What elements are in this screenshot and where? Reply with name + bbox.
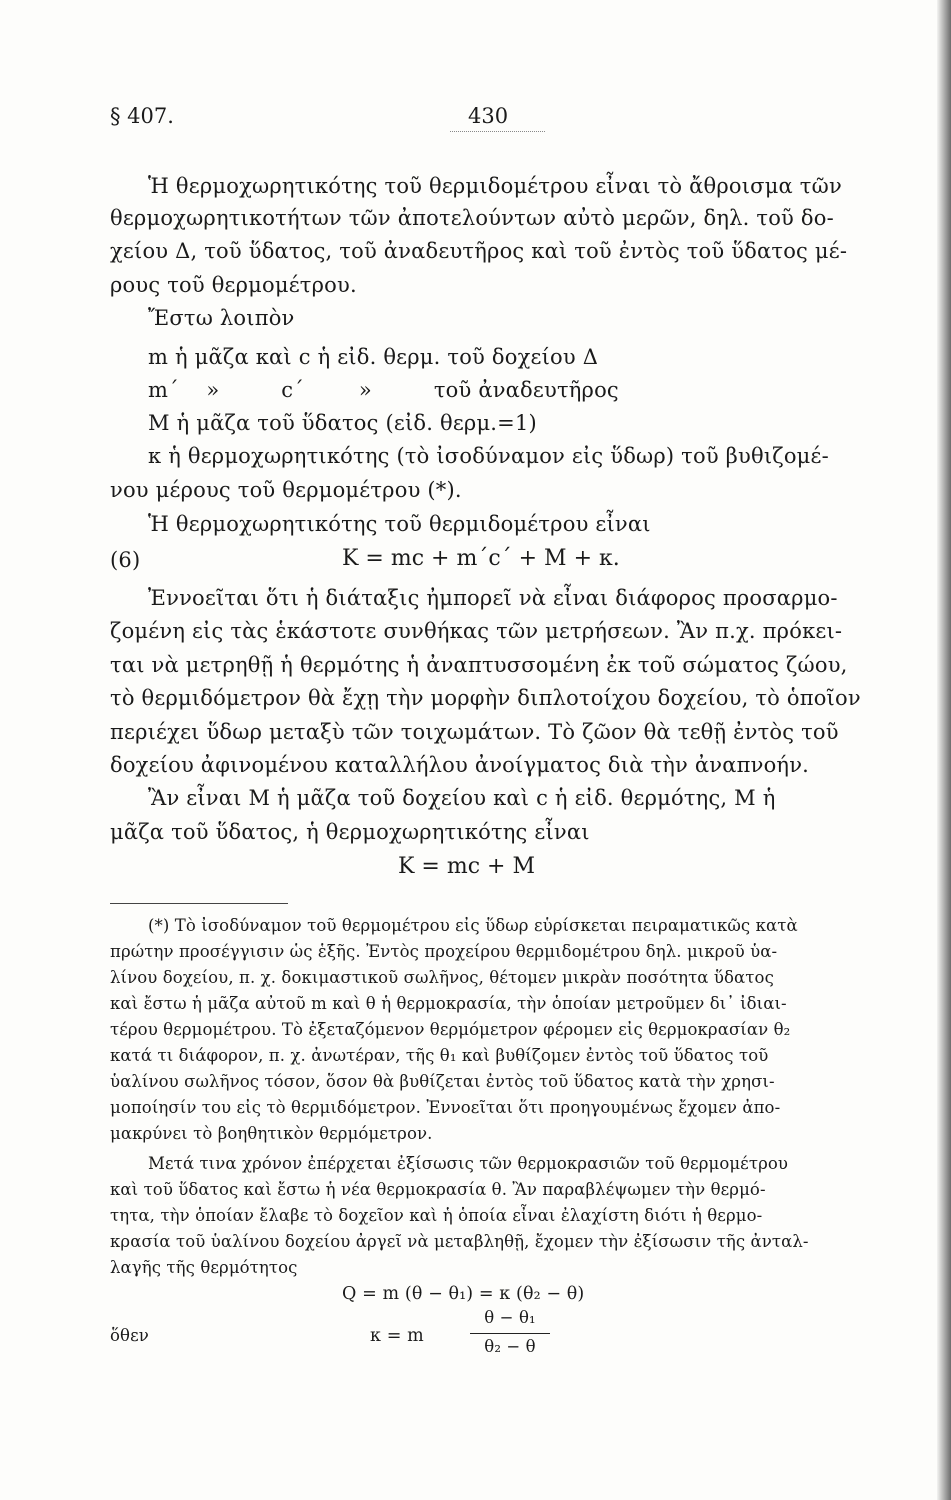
footnote-line: καὶ ἔστω ἡ μᾶζα αὐτοῦ m καὶ θ ἡ θερμοκρασία, τὴν ὁποίαν μετροῦμεν δι᾽ ἰδιαι- [110,994,787,1013]
footnote-equation-q: Q = m (θ − θ₁) = κ (θ₂ − θ) [342,1284,585,1304]
fraction-denominator: θ₂ − θ [484,1337,536,1356]
equation-6: K = mc + m΄c΄ + M + κ. [342,546,620,571]
footnote-line: Μετά τινα χρόνον ἐπέρχεται ἐξίσωσις τῶν θερμοκρασιῶν τοῦ θερμομέτρου [148,1154,789,1173]
footnote-line: (*) Τὸ ἰσοδύναμον τοῦ θερμομέτρου εἰς ὕδωρ εὑρίσκεται πειραματικῶς κατὰ [148,916,798,935]
footnote-line: λαγῆς τῆς θερμότητος [110,1258,298,1277]
fraction-numerator: θ − θ₁ [484,1308,536,1327]
body-line: M ἡ μᾶζα τοῦ ὕδατος (εἰδ. θερμ.=1) [148,411,537,435]
page-number-underline [450,131,545,132]
footnote-line: τέρου θερμομέτρου. Τὸ ἐξεταζόμενον θερμόμετρον φέρομεν εἰς θερμοκρασίαν θ₂ [110,1020,791,1039]
equation-heat-capacity: K = mc + M [398,854,535,879]
body-line: Ἡ θερμοχωρητικότης τοῦ θερμιδομέτρου εἶναι τὸ ἄθροισμα τῶν [148,174,842,198]
body-line: θερμοχωρητικοτήτων τῶν ἀποτελούντων αὐτὸ μερῶν, δηλ. τοῦ δο- [110,206,834,230]
body-line: ζομένη εἰς τὰς ἑκάστοτε συνθήκας τῶν μετρήσεων. Ἂν π.χ. πρόκει- [110,619,843,643]
footnote-equation-lhs: κ = m [370,1326,424,1346]
body-line: Ἐννοεῖται ὅτι ἡ διάταξις ἠμπορεῖ νὰ εἶναι διάφορος προσαρμο- [148,586,838,610]
footnote-line: κατά τι διάφορον, π. χ. ἀνωτέραν, τῆς θ₁ καὶ βυθίζομεν ἐντὸς τοῦ ὕδατος τοῦ [110,1046,769,1065]
body-line: τὸ θερμιδόμετρον θὰ ἔχῃ τὴν μορφὴν διπλοτοίχου δοχείου, τὸ ὁποῖον [110,686,861,710]
fraction-bar [470,1333,550,1334]
body-line: Ἡ θερμοχωρητικότης τοῦ θερμιδομέτρου εἶναι [148,512,651,536]
footnote-line: λίνου δοχείου, π. χ. δοκιμαστικοῦ σωλῆνος, θέτομεν μικρὰν ποσότητα ὕδατος [110,968,774,987]
section-number: § 407. [110,104,174,128]
body-line: m΄ » c΄ » τοῦ ἀναδευτῆρος [148,378,619,402]
equation-label: (6) [110,548,141,572]
body-line: m ἡ μᾶζα καὶ c ἡ εἰδ. θερμ. τοῦ δοχείου Δ [148,345,599,369]
body-line: δοχείου ἀφινομένου καταλλήλου ἀνοίγματος διὰ τὴν ἀναπνοήν. [110,753,810,777]
body-line: μᾶζα τοῦ ὕδατος, ἡ θερμοχωρητικότης εἶναι [110,820,590,844]
body-line: νου μέρους τοῦ θερμομέτρου (*). [110,478,462,502]
footnote-line: μοποίησίν του εἰς τὸ θερμιδόμετρον. Ἐννοεῖται ὅτι προηγουμένως ἔχομεν ἀπο- [110,1098,781,1117]
footnote-line: ὑαλίνου σωλῆνος τόσον, ὅσον θὰ βυθίζεται ἐντὸς τοῦ ὕδατος κατὰ τὴν χρησι- [110,1072,775,1091]
footnote-line: κρασία τοῦ ὑαλίνου δοχείου ἀργεῖ νὰ μεταβληθῇ, ἔχομεν τὴν ἐξίσωσιν τῆς ἀνταλ- [110,1232,809,1251]
footnote-line: πρώτην προσέγγισιν ὡς ἑξῆς. Ἐντὸς προχείρου θερμιδομέτρου δηλ. μικροῦ ὑα- [110,942,778,961]
footnote-rule [110,903,288,904]
body-line: περιέχει ὕδωρ μεταξὺ τῶν τοιχωμάτων. Τὸ ζῶον θὰ τεθῇ ἐντὸς τοῦ [110,720,839,744]
footnote-othen: ὅθεν [110,1326,149,1345]
footnote-line: μακρύνει τὸ βοηθητικὸν θερμόμετρον. [110,1124,433,1143]
page-number: 430 [468,104,509,128]
body-line: ται νὰ μετρηθῇ ἡ θερμότης ἡ ἀναπτυσσομένη ἐκ τοῦ σώματος ζώου, [110,653,848,677]
body-line: Ἔστω λοιπὸν [148,306,295,330]
footnote-line: τητα, τὴν ὁποίαν ἔλαβε τὸ δοχεῖον καὶ ἡ ὁποία εἶναι ἐλαχίστη διότι ἡ θερμο- [110,1206,763,1225]
body-line: ρους τοῦ θερμομέτρου. [110,273,357,297]
page-edge-shadow [937,0,951,1500]
body-line: Ἂν εἶναι M ἡ μᾶζα τοῦ δοχείου καὶ c ἡ εἰδ. θερμότης, M ἡ [148,786,776,810]
footnote-line: καὶ τοῦ ὕδατος καὶ ἔστω ἡ νέα θερμοκρασία θ. Ἂν παραβλέψωμεν τὴν θερμό- [110,1180,766,1199]
body-line: κ ἡ θερμοχωρητικότης (τὸ ἰσοδύναμον εἰς ὕδωρ) τοῦ βυθιζομέ- [148,444,829,468]
body-line: χείου Δ, τοῦ ὕδατος, τοῦ ἀναδευτῆρος καὶ τοῦ ἐντὸς τοῦ ὕδατος μέ- [110,239,848,263]
